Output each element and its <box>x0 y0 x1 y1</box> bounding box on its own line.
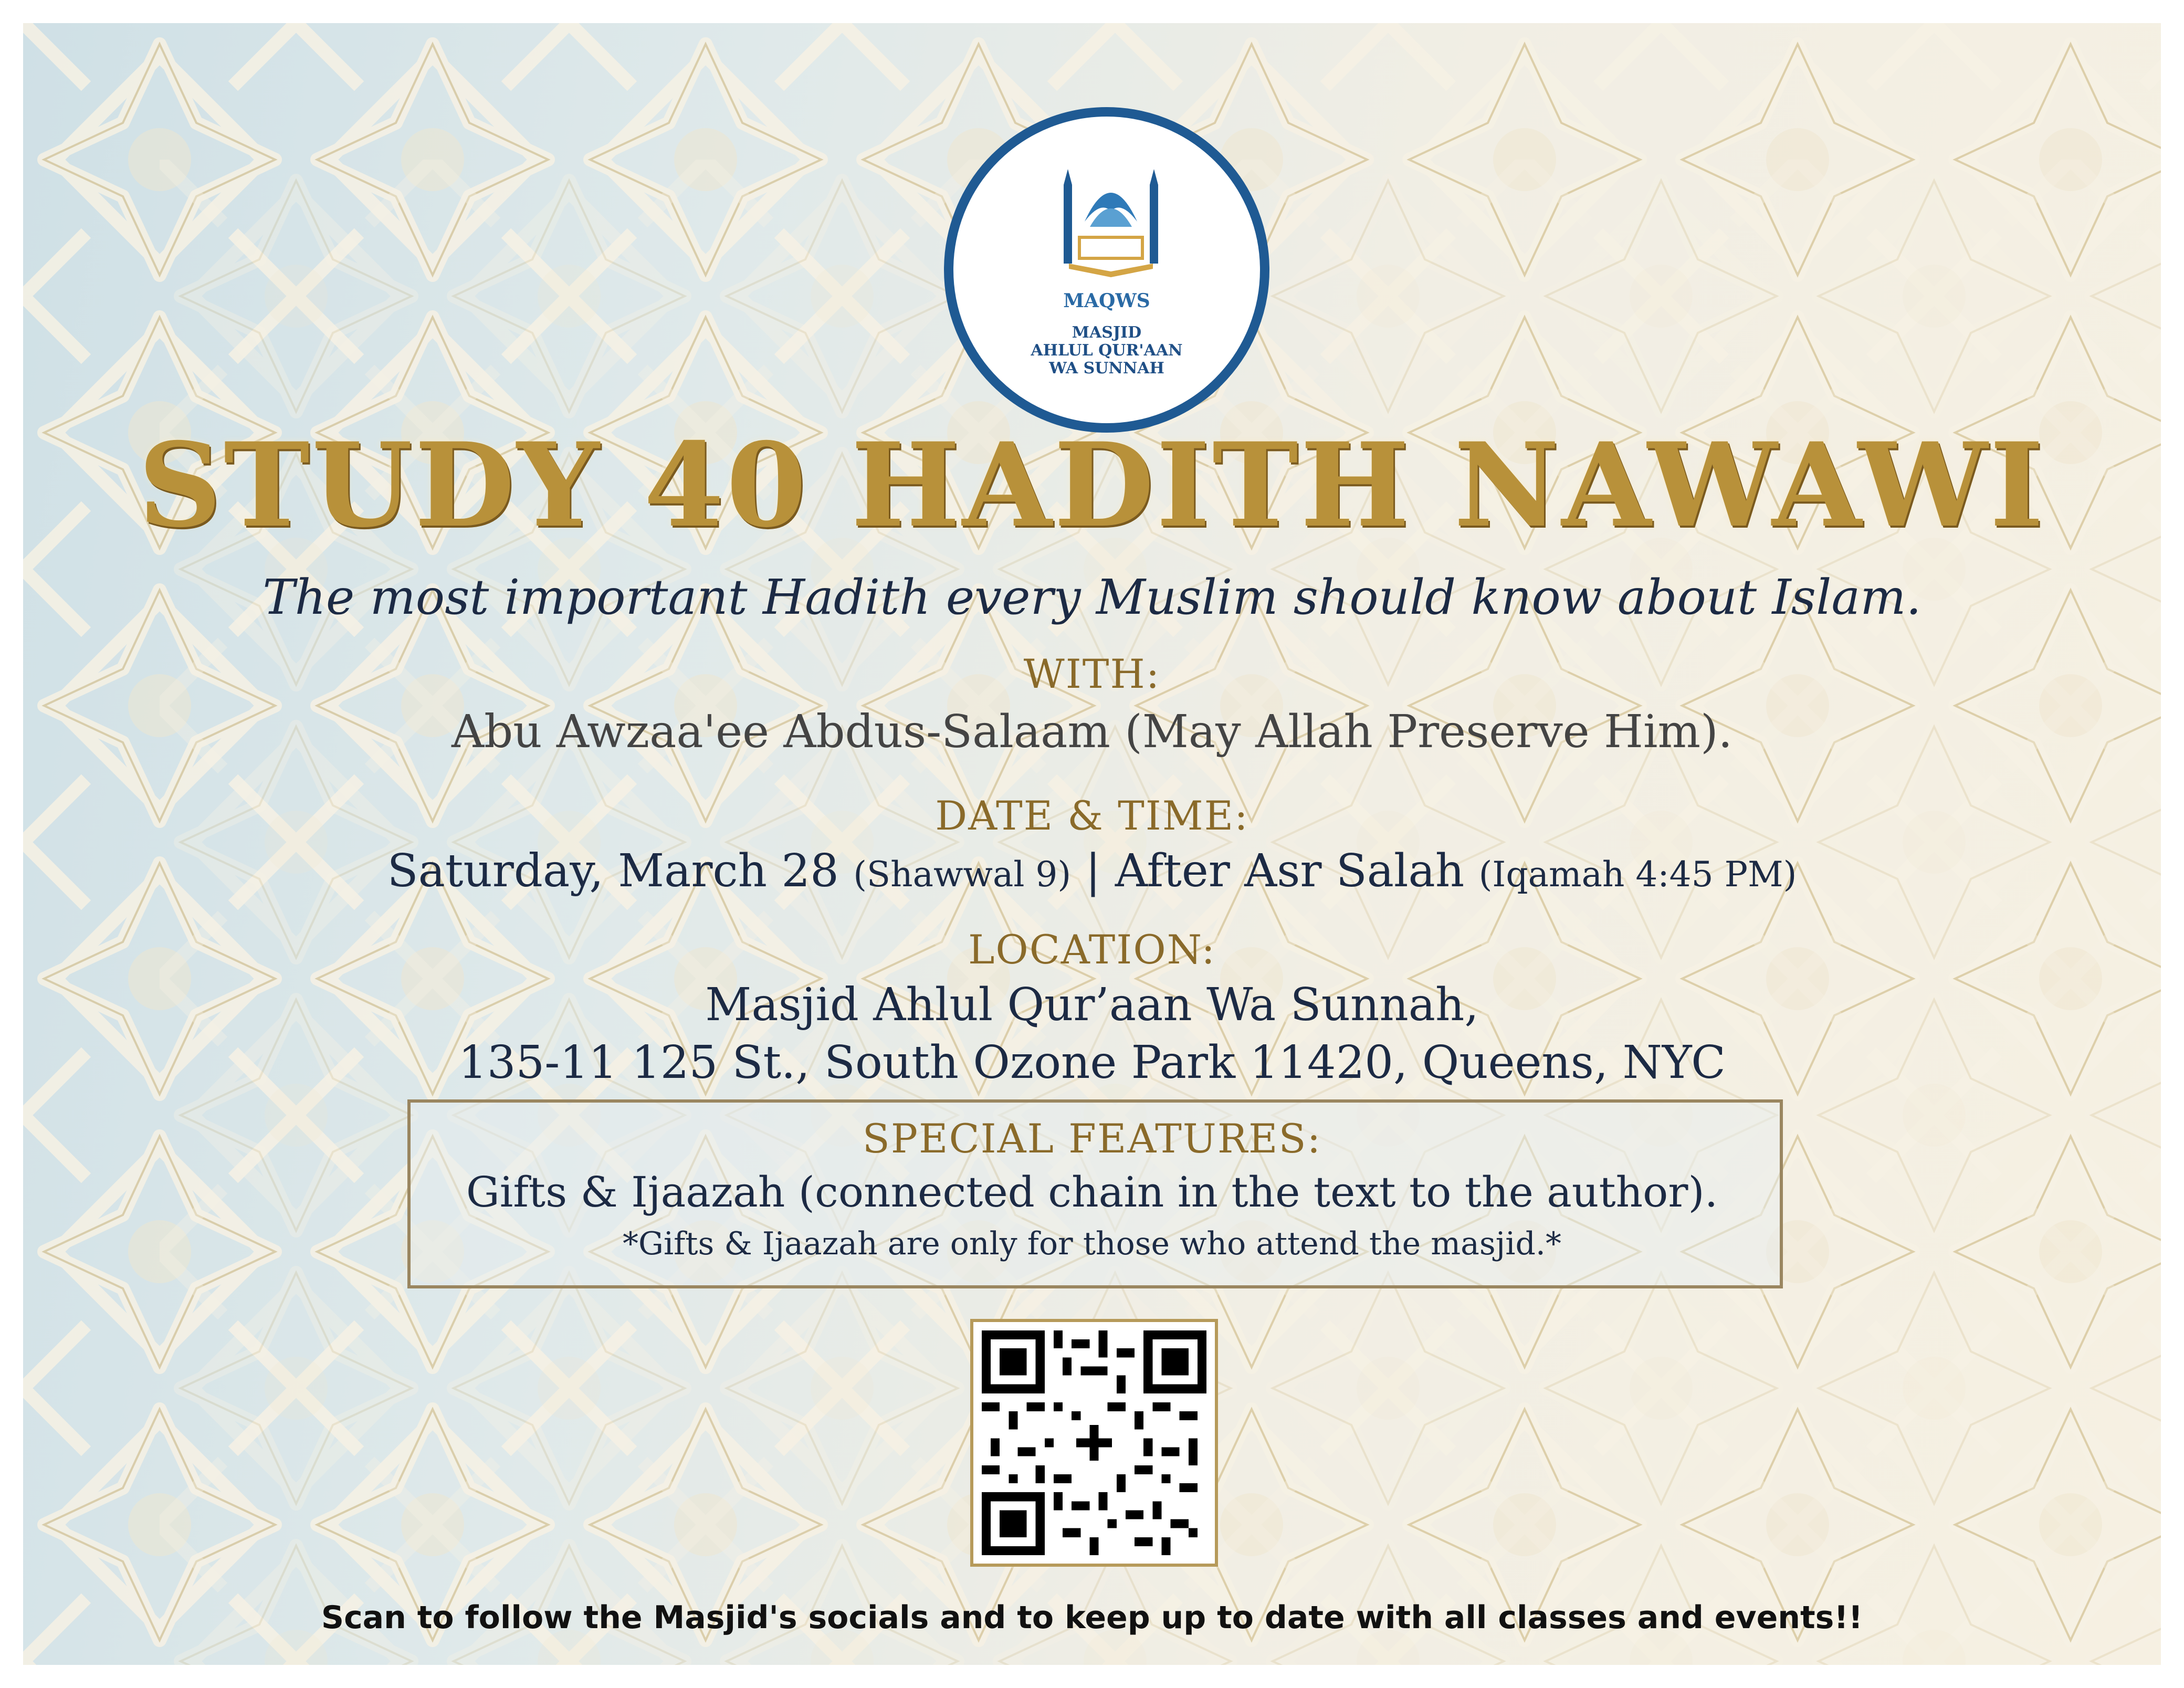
logo-name-line: WA SUNNAH <box>1049 359 1164 378</box>
date-hijri: (Shawwal 9) <box>853 854 1072 895</box>
date-day: Saturday, March 28 <box>387 845 839 897</box>
logo-name <box>953 324 1260 378</box>
iqamah-time: (Iqamah 4:45 PM) <box>1478 854 1797 895</box>
location-address: 135-11 125 St., South Ozone Park 11420, Queens, NYC <box>458 1036 1726 1089</box>
features-label: SPECIAL FEATURES: <box>862 1115 1322 1162</box>
mosque-icon <box>1048 153 1174 279</box>
location-label: LOCATION: <box>968 926 1216 973</box>
event-time: After Asr Salah <box>1115 845 1465 897</box>
date-time-value <box>23 845 2161 897</box>
footer-call-to-action: Scan to follow the Masjid's socials and to keep up to date with all classes and events!! <box>321 1599 1863 1636</box>
features-note: *Gifts & Ijaazah are only for those who attend the masjid.* <box>623 1225 1561 1262</box>
teacher-name: Abu Awzaa'ee Abdus-Salaam (May Allah Preserve Him). <box>452 706 1732 758</box>
qr-code-icon <box>982 1330 1206 1555</box>
page-title: STUDY 40 HADITH NAWAWI <box>138 417 2046 553</box>
logo-name-line: MASJID <box>1072 323 1142 342</box>
subtitle: The most important Hadith every Muslim should know about Islam. <box>262 569 1922 625</box>
qr-code[interactable] <box>970 1319 1218 1567</box>
date-time-label: DATE & TIME: <box>935 792 1249 839</box>
date-separator: | <box>1085 845 1101 897</box>
location-name: Masjid Ahlul Qur’aan Wa Sunnah, <box>705 979 1479 1031</box>
logo-abbreviation: MAQWS <box>1063 290 1150 312</box>
flyer <box>23 23 2161 1665</box>
with-label: WITH: <box>1023 651 1161 697</box>
logo-name-line: AHLUL QUR'AAN <box>1031 341 1183 360</box>
masjid-logo <box>944 107 1269 433</box>
features-text: Gifts & Ijaazah (connected chain in the text to the author). <box>466 1168 1718 1217</box>
